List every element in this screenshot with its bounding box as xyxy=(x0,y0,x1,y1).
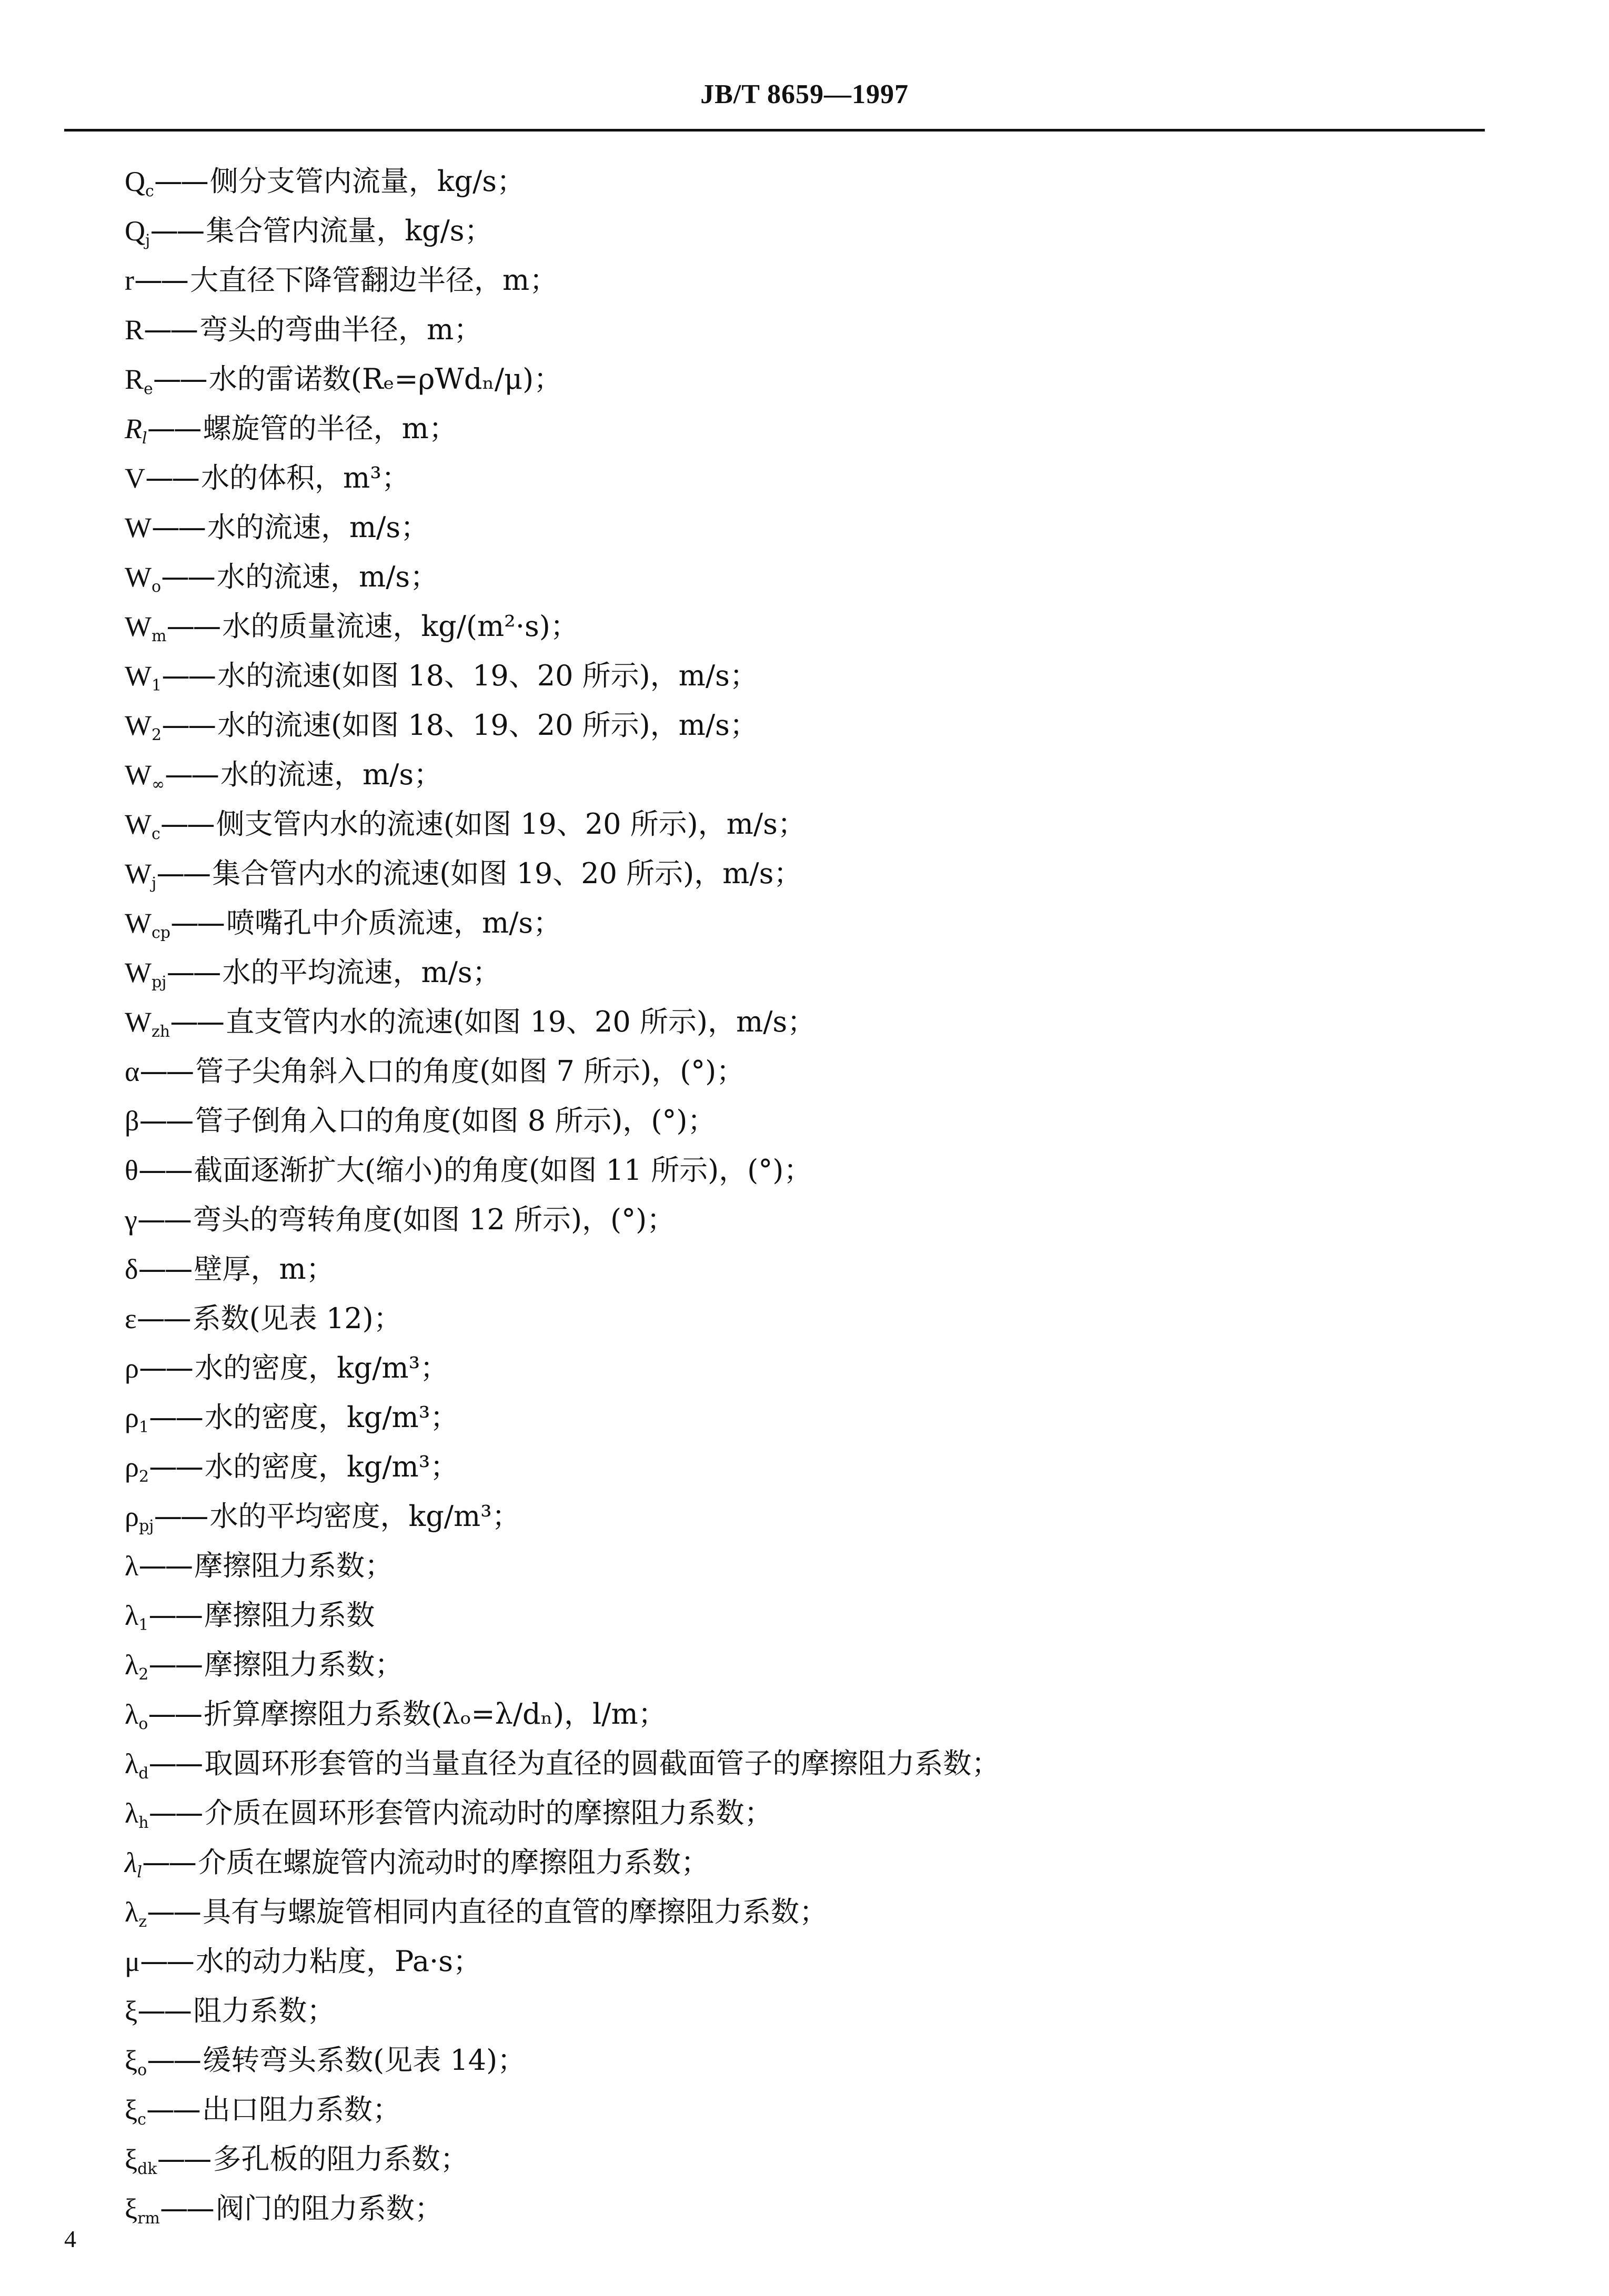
symbol-base: λ xyxy=(125,1600,139,1631)
symbol-base: λ xyxy=(125,1797,139,1829)
symbol xyxy=(125,1442,149,1492)
symbol xyxy=(125,1146,138,1195)
definition-text: 取圆环形套管的当量直径为直径的圆截面管子的摩擦阻力系数； xyxy=(204,1747,1000,1780)
standard-code-header: JB/T 8659—1997 xyxy=(700,79,909,109)
symbol-base: β xyxy=(125,1105,139,1137)
symbol-base: W xyxy=(125,759,152,791)
symbol-base: W xyxy=(125,512,152,543)
definition-dash: —— xyxy=(160,807,213,841)
definition-dash: —— xyxy=(146,2093,199,2126)
definition-dash: —— xyxy=(159,2192,213,2225)
definition-text: 水的流速(如图 18、19、20 所示)，m/s； xyxy=(217,659,758,692)
symbol-subscript: 1 xyxy=(138,1418,149,1437)
definition-dash: —— xyxy=(136,1302,189,1335)
definition-text: 直支管内水的流速(如图 19、20 所示)，m/s； xyxy=(226,1005,816,1038)
definition-text: 水的平均密度，kg/m³； xyxy=(209,1500,520,1533)
definition-text: 水的流速(如图 18、19、20 所示)，m/s； xyxy=(217,709,758,742)
symbol-base: R xyxy=(125,363,144,395)
symbol xyxy=(125,2036,147,2085)
symbol-definition-item xyxy=(125,1937,1493,1986)
symbol xyxy=(125,701,162,750)
definition-dash: —— xyxy=(137,1203,190,1236)
definition-dash: —— xyxy=(154,1500,207,1533)
symbol-base: R xyxy=(125,413,142,444)
symbol-definition-item xyxy=(125,1343,1493,1393)
symbol-subscript: j xyxy=(145,231,150,250)
symbol-subscript: c xyxy=(145,182,154,200)
definition-text: 弯头的弯转角度(如图 12 所示)，(°)； xyxy=(193,1203,676,1236)
symbol-base: ξ xyxy=(125,2094,138,2126)
definition-text: 集合管内水的流速(如图 19、20 所示)，m/s； xyxy=(212,857,802,890)
symbol-base: λ xyxy=(125,1698,139,1730)
symbol xyxy=(125,1195,137,1245)
symbol-base: W xyxy=(125,907,152,939)
symbol-base: λ xyxy=(125,1550,139,1582)
definition-dash: —— xyxy=(148,1747,202,1780)
symbol-subscript: j xyxy=(151,874,157,893)
symbol-definition-item xyxy=(125,1690,1493,1739)
symbol-subscript: o xyxy=(137,2061,147,2079)
symbol xyxy=(125,898,170,948)
definition-text: 摩擦阻力系数； xyxy=(204,1648,404,1681)
symbol xyxy=(125,1937,140,1986)
symbol-base: ε xyxy=(125,1303,137,1334)
definition-text: 管子尖角斜入口的角度(如图 7 所示)，(°)； xyxy=(195,1055,745,1088)
symbol-base: V xyxy=(125,462,145,494)
definition-dash: —— xyxy=(147,2044,200,2077)
symbol-subscript: o xyxy=(138,1715,148,1733)
symbol xyxy=(125,552,161,602)
symbol-base: W xyxy=(125,858,152,889)
definition-text: 水的质量流速，kg/(m²·s)； xyxy=(222,610,579,643)
symbol xyxy=(125,1690,148,1739)
definition-dash: —— xyxy=(144,313,197,346)
definition-text: 多孔板的阻力系数； xyxy=(213,2142,469,2176)
definition-text: 壁厚，m； xyxy=(194,1252,335,1286)
symbol-subscript: rm xyxy=(137,2209,160,2228)
symbol-base: W xyxy=(125,957,152,988)
definition-text: 水的流速，m/s； xyxy=(217,560,439,593)
definition-dash: —— xyxy=(149,1450,202,1483)
definition-dash: —— xyxy=(149,1401,202,1434)
symbol xyxy=(125,404,147,453)
symbol-definition-item xyxy=(125,552,1493,602)
symbol xyxy=(125,1393,149,1442)
definition-dash: —— xyxy=(142,1846,195,1879)
symbol-definition-item xyxy=(125,1442,1493,1492)
symbol xyxy=(125,1788,149,1838)
symbol xyxy=(125,1541,138,1591)
symbol-base: W xyxy=(125,561,152,593)
definition-dash: —— xyxy=(150,214,203,247)
symbol-definition-list xyxy=(125,157,1493,2233)
definition-text: 水的密度，kg/m³； xyxy=(205,1401,459,1434)
symbol-definition-item xyxy=(125,1047,1493,1096)
symbol xyxy=(125,305,144,355)
symbol-definition-item xyxy=(125,503,1493,552)
symbol-definition-item xyxy=(125,2184,1493,2233)
definition-text: 水的雷诺数(Rₑ=ρWdₙ/μ)； xyxy=(208,362,562,396)
definition-text: 喷嘴孔中介质流速，m/s； xyxy=(226,906,562,939)
symbol-subscript: e xyxy=(144,380,153,398)
symbol xyxy=(125,1096,139,1146)
definition-text: 折算摩擦阻力系数(λₒ=λ/dₙ)，l/m； xyxy=(204,1697,667,1731)
symbol-base: W xyxy=(125,660,152,692)
symbol-definition-item xyxy=(125,305,1493,355)
definition-dash: —— xyxy=(153,362,206,396)
definition-text: 水的平均流速，m/s； xyxy=(222,956,501,989)
symbol-definition-item xyxy=(125,1591,1493,1640)
symbol xyxy=(125,1640,148,1690)
symbol-subscript: c xyxy=(151,825,160,843)
symbol xyxy=(125,750,165,800)
definition-dash: —— xyxy=(147,1895,199,1928)
definition-text: 侧分支管内流量，kg/s； xyxy=(209,165,526,198)
symbol xyxy=(125,1343,139,1393)
symbol-subscript: h xyxy=(138,1814,149,1832)
symbol-definition-item xyxy=(125,1294,1493,1343)
symbol xyxy=(125,1739,148,1788)
definition-text: 水的体积，m³； xyxy=(201,461,410,494)
definition-dash: —— xyxy=(157,2142,210,2176)
symbol-definition-item xyxy=(125,1541,1493,1591)
definition-text: 出口阻力系数； xyxy=(202,2093,401,2126)
symbol xyxy=(125,800,160,849)
symbol xyxy=(125,1245,138,1294)
symbol-subscript: l xyxy=(137,1863,142,1882)
page-number: 4 xyxy=(64,2226,76,2252)
symbol-definition-item xyxy=(125,2135,1493,2184)
symbol-base: W xyxy=(125,808,152,840)
definition-dash: —— xyxy=(148,1648,202,1681)
definition-dash: —— xyxy=(164,758,217,791)
symbol-subscript: pj xyxy=(151,973,167,992)
symbol-base: r xyxy=(125,265,134,296)
symbol-subscript: 2 xyxy=(151,726,162,744)
symbol-definition-item xyxy=(125,355,1493,404)
symbol xyxy=(125,651,162,701)
symbol-definition-item xyxy=(125,157,1493,206)
definition-dash: —— xyxy=(134,264,187,297)
definition-text: 摩擦阻力系数； xyxy=(194,1549,394,1582)
symbol-base: λ xyxy=(125,1847,137,1878)
symbol-definition-item xyxy=(125,1146,1493,1195)
definition-text: 弯头的弯曲半径，m； xyxy=(199,313,482,346)
symbol-base: W xyxy=(125,710,152,741)
definition-dash: —— xyxy=(147,412,200,445)
symbol-subscript: o xyxy=(151,578,162,596)
symbol-definition-item xyxy=(125,206,1493,256)
symbol xyxy=(125,1887,147,1937)
symbol-definition-item xyxy=(125,1096,1493,1146)
definition-dash: —— xyxy=(138,1351,192,1384)
definition-text: 介质在螺旋管内流动时的摩擦阻力系数； xyxy=(198,1846,709,1879)
symbol-base: W xyxy=(125,611,152,642)
symbol-definition-item xyxy=(125,1195,1493,1245)
definition-text: 管子倒角入口的角度(如图 8 所示)，(°)； xyxy=(195,1104,716,1137)
symbol xyxy=(125,1838,142,1887)
symbol xyxy=(125,355,153,404)
symbol-base: λ xyxy=(125,1748,139,1779)
definition-dash: —— xyxy=(166,956,219,989)
definition-dash: —— xyxy=(145,461,198,494)
definition-text: 水的动力粘度，Pa·s； xyxy=(195,1945,481,1978)
definition-text: 缓转弯头系数(见表 14)； xyxy=(203,2044,526,2077)
symbol-definition-item xyxy=(125,1986,1493,2036)
symbol xyxy=(125,2135,157,2184)
definition-text: 水的密度，kg/m³； xyxy=(205,1450,459,1483)
symbol-base: γ xyxy=(125,1204,137,1236)
symbol-base: ξ xyxy=(125,2045,138,2076)
definition-text: 阀门的阻力系数； xyxy=(215,2192,443,2225)
symbol-definition-item xyxy=(125,404,1493,453)
definition-text: 水的流速，m/s； xyxy=(207,511,429,544)
symbol-base: ρ xyxy=(125,1352,139,1384)
symbol-definition-item xyxy=(125,651,1493,701)
symbol-subscript: zh xyxy=(151,1023,170,1041)
symbol xyxy=(125,256,134,305)
symbol-definition-item xyxy=(125,800,1493,849)
definition-text: 水的流速，m/s； xyxy=(220,758,443,791)
symbol-base: θ xyxy=(125,1155,138,1186)
symbol xyxy=(125,206,150,256)
definition-text: 具有与螺旋管相同内直径的直管的摩擦阻力系数； xyxy=(203,1895,828,1928)
symbol xyxy=(125,948,166,997)
symbol-base: μ xyxy=(125,1946,140,1977)
definition-dash: —— xyxy=(170,1005,223,1038)
symbol-subscript: d xyxy=(138,1764,149,1783)
symbol-base: ξ xyxy=(125,2193,138,2224)
symbol-definition-item xyxy=(125,750,1493,800)
symbol-subscript: 1 xyxy=(138,1616,149,1634)
definition-dash: —— xyxy=(148,1796,202,1829)
symbol-subscript: pj xyxy=(138,1517,154,1535)
symbol-definition-item xyxy=(125,1739,1493,1788)
definition-dash: —— xyxy=(156,857,209,890)
header-rule xyxy=(64,129,1485,132)
definition-dash: —— xyxy=(139,1945,193,1978)
definition-dash: —— xyxy=(139,1104,192,1137)
symbol-definition-item xyxy=(125,948,1493,997)
definition-dash: —— xyxy=(151,511,204,544)
definition-text: 螺旋管的半径，m； xyxy=(203,412,457,445)
symbol-definition-item xyxy=(125,1838,1493,1887)
definition-text: 侧支管内水的流速(如图 19、20 所示)，m/s； xyxy=(216,807,806,841)
symbol-base: δ xyxy=(125,1253,138,1285)
symbol-definition-item xyxy=(125,602,1493,651)
symbol xyxy=(125,2184,160,2233)
definition-dash: —— xyxy=(154,165,207,198)
symbol xyxy=(125,1591,148,1640)
symbol xyxy=(125,602,166,651)
symbol-subscript: 2 xyxy=(138,1468,149,1486)
definition-dash: —— xyxy=(148,1599,202,1632)
symbol-subscript: 2 xyxy=(138,1665,149,1684)
definition-text: 大直径下降管翻边半径，m； xyxy=(189,264,558,297)
symbol-definition-item xyxy=(125,1788,1493,1838)
symbol-definition-item xyxy=(125,1640,1493,1690)
symbol-definition-item xyxy=(125,1393,1493,1442)
definition-text: 系数(见表 12)； xyxy=(192,1302,402,1335)
definition-text: 介质在圆环形套管内流动时的摩擦阻力系数； xyxy=(204,1796,773,1829)
symbol-subscript: dk xyxy=(137,2160,157,2178)
symbol-definition-item xyxy=(125,1492,1493,1541)
symbol-base: W xyxy=(125,1006,152,1038)
definition-text: 水的密度，kg/m³； xyxy=(194,1351,449,1384)
symbol-base: ρ xyxy=(125,1402,139,1433)
symbol-base: ρ xyxy=(125,1451,139,1483)
symbol-definition-item xyxy=(125,898,1493,948)
definition-dash: —— xyxy=(138,1252,191,1286)
symbol-definition-item xyxy=(125,2085,1493,2135)
symbol-base: Q xyxy=(125,215,145,247)
symbol xyxy=(125,1047,139,1096)
symbol-subscript: m xyxy=(151,627,167,645)
symbol xyxy=(125,849,156,898)
symbol-base: ρ xyxy=(125,1501,139,1532)
symbol-definition-item xyxy=(125,997,1493,1047)
symbol xyxy=(125,453,145,503)
symbol-base: ξ xyxy=(125,1995,138,2027)
symbol-base: R xyxy=(125,314,144,346)
symbol-subscript: c xyxy=(137,2110,146,2129)
definition-dash: —— xyxy=(148,1697,201,1731)
symbol-definition-item xyxy=(125,849,1493,898)
symbol-base: λ xyxy=(125,1896,139,1928)
definition-dash: —— xyxy=(137,1994,190,2027)
symbol-definition-item xyxy=(125,1245,1493,1294)
symbol-definition-item xyxy=(125,2036,1493,2085)
definition-dash: —— xyxy=(138,1549,192,1582)
definition-dash: —— xyxy=(162,709,215,742)
symbol-definition-item xyxy=(125,701,1493,750)
symbol-definition-item xyxy=(125,1887,1493,1937)
symbol xyxy=(125,503,152,552)
symbol-subscript: cp xyxy=(151,924,170,942)
definition-text: 摩擦阻力系数 xyxy=(204,1599,375,1632)
definition-dash: —— xyxy=(162,659,215,692)
symbol-subscript: ∞ xyxy=(151,775,165,794)
symbol-base: ξ xyxy=(125,2143,138,2175)
definition-dash: —— xyxy=(139,1055,193,1088)
symbol-base: α xyxy=(125,1056,140,1087)
symbol-subscript: l xyxy=(142,429,147,448)
definition-dash: —— xyxy=(138,1154,191,1187)
definition-text: 阻力系数； xyxy=(193,1994,336,2027)
definition-dash: —— xyxy=(170,906,223,939)
symbol xyxy=(125,1492,154,1541)
symbol-definition-item xyxy=(125,453,1493,503)
symbol xyxy=(125,2085,146,2135)
symbol xyxy=(125,1986,137,2036)
definition-text: 截面逐渐扩大(缩小)的角度(如图 11 所示)，(°)； xyxy=(194,1154,812,1187)
symbol-definition-item xyxy=(125,256,1493,305)
symbol-subscript: z xyxy=(138,1913,147,1931)
symbol-subscript: 1 xyxy=(151,676,162,695)
definition-text: 集合管内流量，kg/s； xyxy=(206,214,493,247)
definition-dash: —— xyxy=(166,610,219,643)
symbol xyxy=(125,1294,137,1343)
symbol xyxy=(125,997,170,1047)
symbol-base: Q xyxy=(125,166,145,197)
definition-dash: —— xyxy=(161,560,214,593)
symbol-base: λ xyxy=(125,1649,139,1681)
symbol xyxy=(125,157,154,206)
